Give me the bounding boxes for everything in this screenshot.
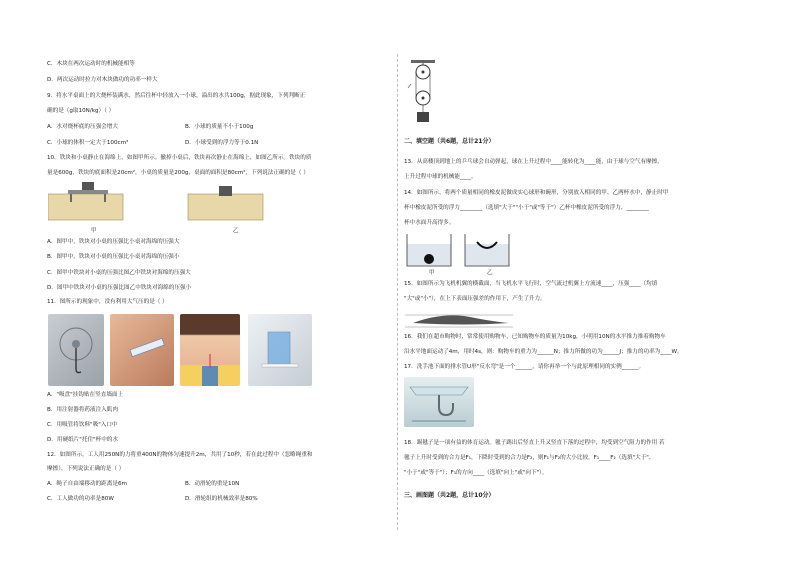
q18-stem-1: 18．踢毽子是一项有益的体育运动。毽子踢出后竖直上升又竖直下落的过程中，均受到空气阻力的作用 若 (404, 440, 665, 446)
q9-option-a: A．水对烧杯底的压强会增大 (47, 124, 118, 130)
q13-stem-2: 上升过程中球的机械能____。 (404, 174, 477, 180)
q9-option-b: B．小球的质量不小于100g (185, 124, 254, 130)
beaker-yi (465, 234, 509, 266)
beaker-jia (407, 234, 451, 266)
q15-stem-2: "大"或"小"），在上下表面压强差的作用下，产生了升力。 (404, 296, 546, 302)
figure-wing-section (405, 310, 515, 332)
q9-stem-2: 确的是（g取10N/kg）（ ） (47, 108, 115, 114)
section-3-title: 三、画图题（共2题，总计10分） (404, 492, 495, 499)
figure-q10 (48, 182, 278, 237)
q16-stem-2: 沿水平地面运动了4m，用时4s，则：购物车的重力为______N；推力所做的功为______J；推力的功率为____W。 (404, 349, 683, 355)
q12-stem-1: 12．如图所示，工人用250N的力将重400N的物体匀速提升2m，共用了10秒，若在此过程中（忽略绳重和 (47, 452, 313, 458)
q12-option-a: A．绳子自由端移动的距离是6m (47, 481, 127, 487)
q14-stem-1: 14．如图所示，将两个质量相同的橡皮泥做成实心球形和碗形，分别放入相同的甲、乙两杯水中，静止时甲 (404, 190, 669, 196)
q11-stem: 11．图所示的现象中，没有利用大气压的是（ ） (47, 299, 168, 305)
q18-stem-2: 毽子上升时受到的合力是F₁，下降时受到的合力是F₂，则F₁与F₂的大小比较，F₁____F₂（选填"大于"、 (404, 455, 655, 461)
fig10-label-jia: 甲 (91, 228, 97, 234)
sponge-jia (48, 182, 123, 220)
q18-stem-3: "小于"或"等于"）；F₁的方向____（选填"向上"或"向下"）。 (404, 470, 548, 476)
figure-q14 (405, 232, 515, 272)
photo-u-bend-sink (404, 377, 474, 427)
q9-option-c: C．小球的体积一定大于100cm³ (47, 140, 129, 146)
q10-stem-2: 量是600g，铁块的底面积是20cm²，小桌的质量是200g，桌面的面积是80cm²，下列说法正确的是（ ） (47, 170, 309, 176)
q12-option-c: C．工人做功的功率是80W (47, 496, 114, 502)
q12-stem-2: 摩擦），下列说法正确的是（ ） (47, 466, 125, 472)
figure-pulley (405, 58, 441, 124)
q12-option-d: D．滑轮组的机械效率是80% (185, 496, 258, 502)
q17-stem: 17．洗手池下面的排水管U形"反水弯"是一个______，请你再举一个与此原理相同的实例______。 (404, 364, 645, 370)
q10-option-b: B．图甲中，铁块对小桌的压强比小桌对海绵的压强小 (47, 254, 180, 260)
column-divider (397, 54, 398, 530)
q14-stem-3: 杯中水面升高得多。 (404, 220, 455, 226)
q10-option-a: A．图甲中，铁块对小桌的压强比小桌对海绵的压强大 (47, 239, 180, 245)
q11-option-a: A．"吸盘"挂钩贴在竖直墙面上 (47, 392, 124, 398)
q14-stem-2: 杯中橡皮泥所受的浮力________（选填"大于""小于"或"等于"）乙杯中橡皮泥所受的浮力，________ (404, 205, 649, 211)
sponge-yi (188, 186, 263, 220)
q10-stem-1: 10．铁块和小桌静止在海绵上，如图甲所示。撤掉小桌后，铁块再次静止在海绵上，如图乙所示。铁块的质 (47, 155, 312, 161)
photo-syringe (110, 314, 174, 386)
photo-straw-drinking (180, 314, 240, 386)
q11-option-d: D．用硬纸片"托住"杯中的水 (47, 437, 118, 443)
q11-option-c: C．用吸管将饮料"吸"入口中 (47, 422, 118, 428)
q10-option-c: C．图甲中铁块对小桌的压强比图乙中铁块对海绵的压强大 (47, 270, 191, 276)
fig14-label-jia: 甲 (429, 270, 435, 276)
q9-stem-1: 9．将水平桌面上的大烧杯装满水，然后往杯中轻放入一小球，溢出的水共100g，据此现象，下列判断正 (47, 93, 306, 99)
q13-stem-1: 13．从高楼顶到地上的乒乓球会自动弹起，球在上升过程中____能转化为____能，由于球与空气有摩擦， (404, 159, 663, 165)
photo-card-water-cup (248, 314, 312, 386)
q8-option-c: C．木块在两次运动时的机械能相等 (47, 61, 135, 67)
q15-stem-1: 15．如图所示为飞机机翼的横截面，当飞机水平飞行时，空气流过机翼上方流速____，压强____（均填 (404, 281, 658, 287)
q11-option-b: B．用注射器将药液注入肌肉 (47, 407, 118, 413)
q10-option-d: D．图甲中铁块对小桌的压强比图乙中铁块对海绵的压强小 (47, 285, 192, 291)
fig10-label-yi: 乙 (233, 228, 239, 234)
fig14-label-yi: 乙 (487, 270, 493, 276)
q12-option-b: B．动滑轮的重是10N (185, 481, 240, 487)
q16-stem-1: 16．我们在超市购物时，常常使用购物车，已知购物车的质量为10kg，小明用10N的水平推力推着购物车 (404, 334, 666, 340)
q9-option-d: D．小球受到的浮力等于0.1N (185, 140, 259, 146)
section-2-title: 二、填空题（共6题，总计21分） (404, 138, 495, 145)
q8-option-d: D．两次运动时拉力对木块做功的功率一样大 (47, 77, 158, 83)
photo-suction-hook (48, 314, 104, 386)
